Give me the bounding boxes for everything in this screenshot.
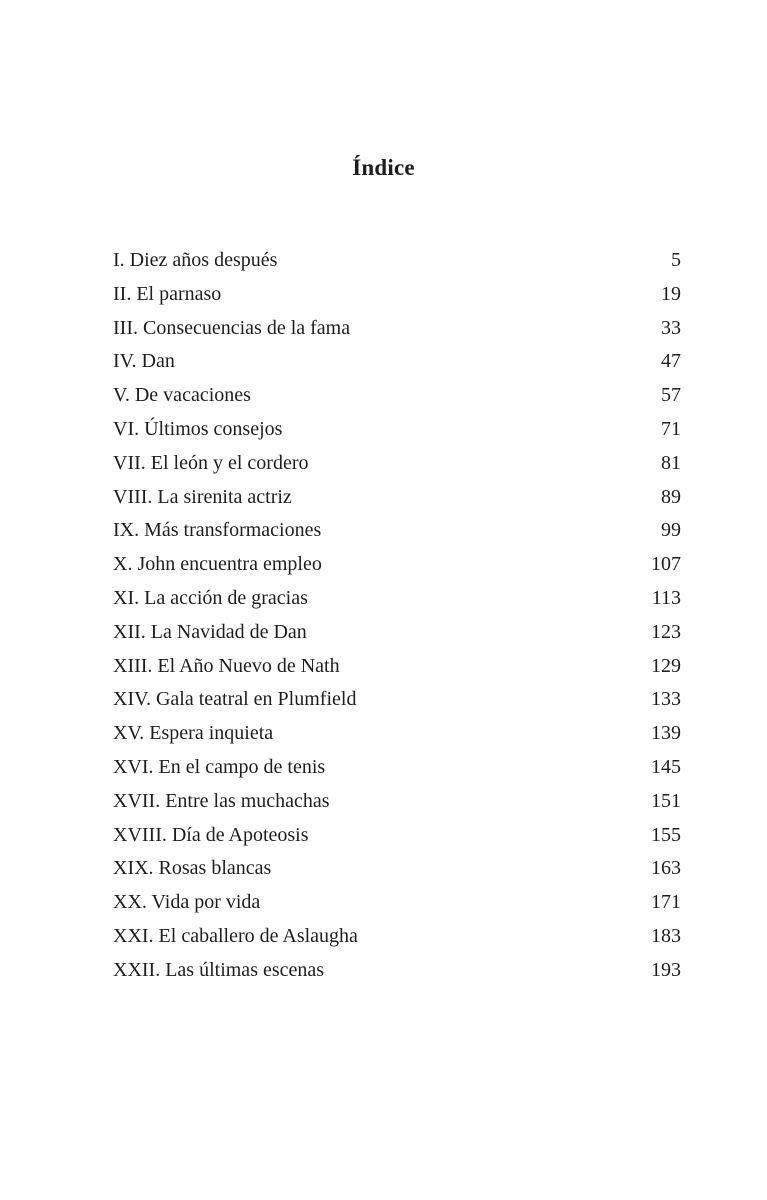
toc-entry: [113, 819, 681, 853]
toc-entry: [113, 447, 681, 481]
chapter-title: XXII. Las últimas escenas: [113, 958, 325, 981]
page-number: 99: [661, 519, 681, 542]
toc-entry: [113, 514, 681, 548]
chapter-title: XV. Espera inquieta: [113, 722, 274, 745]
page-number: 151: [651, 789, 681, 812]
page-number: 193: [651, 958, 681, 981]
page-number: 5: [671, 249, 681, 271]
page-number: 71: [661, 417, 681, 440]
chapter-title: VI. Últimos consejos: [113, 417, 283, 440]
toc-entry: [113, 954, 681, 988]
page-number: 123: [651, 620, 681, 643]
toc-entry: [113, 717, 681, 751]
page-number: 113: [651, 586, 681, 609]
toc-entry: [113, 413, 681, 447]
page-number: 183: [651, 924, 681, 947]
page-number: 33: [661, 316, 681, 339]
page-number: 155: [651, 823, 681, 846]
chapter-title: XVII. Entre las muchachas: [113, 789, 330, 812]
page-number: 139: [651, 722, 681, 745]
chapter-title: II. El parnaso: [113, 282, 222, 305]
toc-entry: [113, 920, 681, 954]
chapter-title: IV. Dan: [113, 350, 175, 373]
toc-entry: [113, 244, 681, 278]
page-number: 107: [651, 553, 681, 576]
chapter-title: XX. Vida por vida: [113, 891, 261, 914]
chapter-title: I. Diez años después: [113, 249, 278, 271]
page-number: 19: [661, 282, 681, 305]
toc-entry: [113, 852, 681, 886]
toc-entry: [113, 312, 681, 346]
page-number: 133: [651, 688, 681, 711]
toc-entry: [113, 345, 681, 379]
page-number: 81: [661, 451, 681, 474]
chapter-title: XIX. Rosas blancas: [113, 857, 272, 880]
chapter-title: VII. El león y el cordero: [113, 451, 309, 474]
toc-entry: [113, 886, 681, 920]
toc-entry: [113, 616, 681, 650]
toc-entry: [113, 650, 681, 684]
toc-entry: [113, 548, 681, 582]
page-number: 163: [651, 857, 681, 880]
toc-entry: [113, 481, 681, 515]
chapter-title: III. Consecuencias de la fama: [113, 316, 351, 339]
page-number: 171: [651, 891, 681, 914]
toc-entry: [113, 379, 681, 413]
page-number: 89: [661, 485, 681, 508]
chapter-title: IX. Más transformaciones: [113, 519, 322, 542]
chapter-title: XVIII. Día de Apoteosis: [113, 823, 309, 846]
toc-entry: [113, 785, 681, 819]
chapter-title: XII. La Navidad de Dan: [113, 620, 307, 643]
chapter-title: V. De vacaciones: [113, 384, 251, 407]
toc-entry: [113, 751, 681, 785]
chapter-title: X. John encuentra empleo: [113, 553, 322, 576]
page-number: 57: [661, 384, 681, 407]
chapter-title: VIII. La sirenita actriz: [113, 485, 292, 508]
chapter-title: XIII. El Año Nuevo de Nath: [113, 654, 340, 677]
page-number: 47: [661, 350, 681, 373]
page-title: Índice: [352, 155, 415, 181]
page-number: 145: [651, 755, 681, 778]
chapter-title: XXI. El caballero de Aslaugha: [113, 924, 358, 947]
chapter-title: XI. La acción de gracias: [113, 586, 308, 609]
page-number: 129: [651, 654, 681, 677]
toc-entry: [113, 683, 681, 717]
chapter-title: XVI. En el campo de tenis: [113, 755, 326, 778]
chapter-title: XIV. Gala teatral en Plumfield: [113, 688, 357, 711]
toc-entry: [113, 582, 681, 616]
table-of-contents: [113, 244, 681, 988]
toc-entry: [113, 278, 681, 312]
